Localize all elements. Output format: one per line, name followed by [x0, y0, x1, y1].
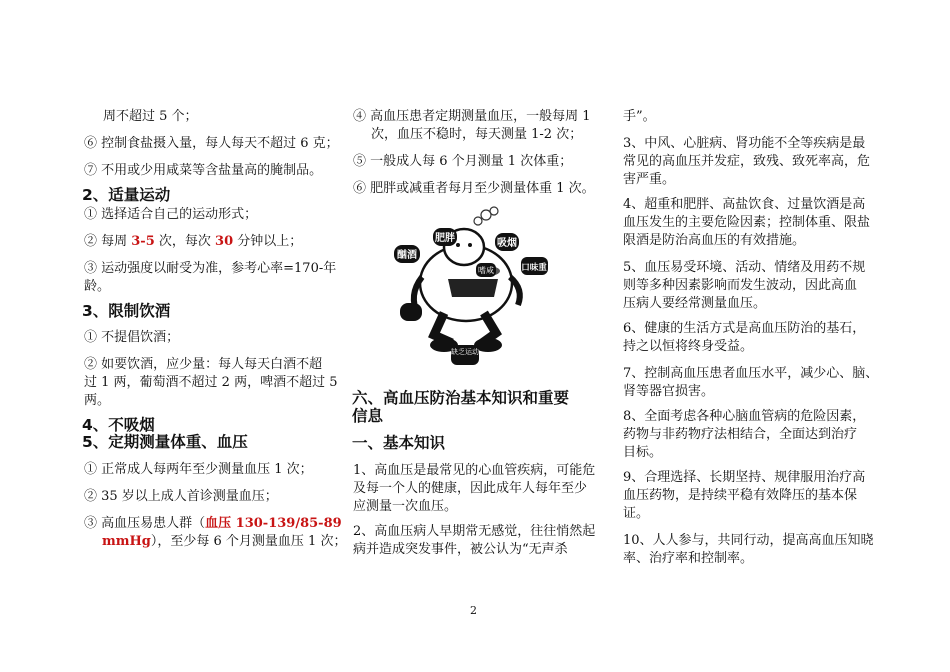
- text-line: ① 选择适合自己的运动形式；: [84, 207, 258, 222]
- text-line: ② 35 岁以上成人首诊测量血压；: [84, 489, 278, 504]
- text-line: 血压药物，是持续平稳有效降压的基本保: [623, 488, 858, 503]
- text-line: 病并造成突发事件，被公认为“无声杀: [353, 542, 568, 557]
- section-heading: 2、适量运动: [82, 186, 171, 204]
- section-heading: 六、高血压防治基本知识和重要: [352, 389, 570, 407]
- text-line: ⑤ 一般成人每 6 个月测量 1 次体重；: [353, 154, 573, 169]
- text-line: 过 1 两，葡萄酒不超过 2 两，啤酒不超过 5: [84, 375, 338, 390]
- text-line: mmHg），至少每 6 个月测量血压 1 次；: [102, 534, 347, 549]
- text-line: 限酒是防治高血压的有效措施。: [623, 233, 806, 248]
- text-line: 5、血压易受环境、活动、情绪及用药不规: [623, 260, 866, 275]
- section-heading: 5、定期测量体重、血压: [82, 433, 248, 451]
- text-line: 8、全面考虑各种心脑血管病的危险因素，: [623, 409, 866, 424]
- section-heading: 信息: [352, 407, 384, 425]
- page-number: 2: [470, 604, 477, 617]
- text-line: 6、健康的生活方式是高血压防治的基石，: [623, 321, 866, 336]
- text-line: 压病人要经常测量血压。: [623, 296, 767, 311]
- text-line: 9、合理选择、长期坚持、规律服用治疗高: [623, 470, 866, 485]
- text-line: ② 每周 3-5 次，每次 30 分钟以上；: [84, 234, 303, 249]
- text-line: ③ 高血压易患人群（血压 130-139/85-89: [84, 516, 342, 531]
- text-line: 手”。: [623, 109, 656, 124]
- text-line: 7、控制高血压患者血压水平，减少心、脑、: [623, 366, 879, 381]
- text-line: 应测量一次血压。: [353, 499, 458, 514]
- text-line: 2、高血压病人早期常无感觉，往往悄然起: [353, 524, 596, 539]
- text-line: ② 如要饮酒，应少量：每人每天白酒不超: [84, 357, 323, 372]
- text-line: 4、超重和肥胖、高盐饮食、过量饮酒是高: [623, 197, 866, 212]
- text-line: 周不超过 5 个；: [103, 109, 198, 124]
- text-line: ④ 高血压患者定期测量血压，一般每周 1: [353, 109, 591, 124]
- text-line: ① 正常成人每两年至少测量血压 1 次；: [84, 462, 313, 477]
- text-line: 1、高血压是最常见的心血管疾病，可能危: [353, 463, 596, 478]
- text-line: 药物与非药物疗法相结合，全面达到治疗: [623, 427, 858, 442]
- text-line: 目标。: [623, 445, 663, 460]
- section-heading: 4、不吸烟: [82, 416, 155, 434]
- text-line: ③ 运动强度以耐受为准，参考心率=170-年: [84, 261, 337, 276]
- text-line: 则等多种因素影响而发生波动，因此高血: [623, 278, 858, 293]
- illus-label-salty: 嗜咸: [478, 266, 494, 275]
- text-line: 害严重。: [623, 172, 676, 187]
- text-line: 血压发生的主要危险因素；控制体重、限盐: [623, 215, 871, 230]
- text-line: ⑥ 肥胖或减重者每月至少测量体重 1 次。: [353, 181, 595, 196]
- illus-label-drinking: 酗酒: [397, 250, 417, 261]
- section-heading: 3、限制饮酒: [82, 302, 171, 320]
- illus-label-no-exercise: 缺乏运动: [451, 348, 479, 356]
- text-line: 证。: [623, 506, 650, 521]
- text-line: 次，血压不稳时，每天测量 1-2 次；: [371, 127, 583, 142]
- illus-label-smoking: 吸烟: [497, 238, 517, 249]
- text-line: 3、中风、心脏病、肾功能不全等疾病是最: [623, 136, 866, 151]
- text-line: 龄。: [84, 279, 111, 294]
- illus-label-heavy-taste: 口味重: [521, 263, 547, 273]
- text-line: 10、人人参与，共同行动，提高高血压知晓: [623, 533, 874, 548]
- illus-label-obesity: 肥胖: [435, 233, 455, 244]
- text-line: ⑦ 不用或少用咸菜等含盐量高的腌制品。: [84, 163, 323, 178]
- text-line: 常见的高血压并发症，致残、致死率高，危: [623, 154, 871, 169]
- text-line: ① 不提倡饮酒；: [84, 330, 180, 345]
- text-line: 持之以恒将终身受益。: [623, 339, 754, 354]
- text-line: 及每一个人的健康，因此成年人每年至少: [353, 481, 588, 496]
- text-line: 肾等器官损害。: [623, 384, 715, 399]
- text-line: 率、治疗率和控制率。: [623, 551, 754, 566]
- section-heading: 一、基本知识: [352, 434, 446, 452]
- text-line: 两。: [84, 393, 111, 408]
- hypertension-risk-illustration: [378, 205, 548, 365]
- text-line: ⑥ 控制食盐摄入量，每人每天不超过 6 克；: [84, 136, 339, 151]
